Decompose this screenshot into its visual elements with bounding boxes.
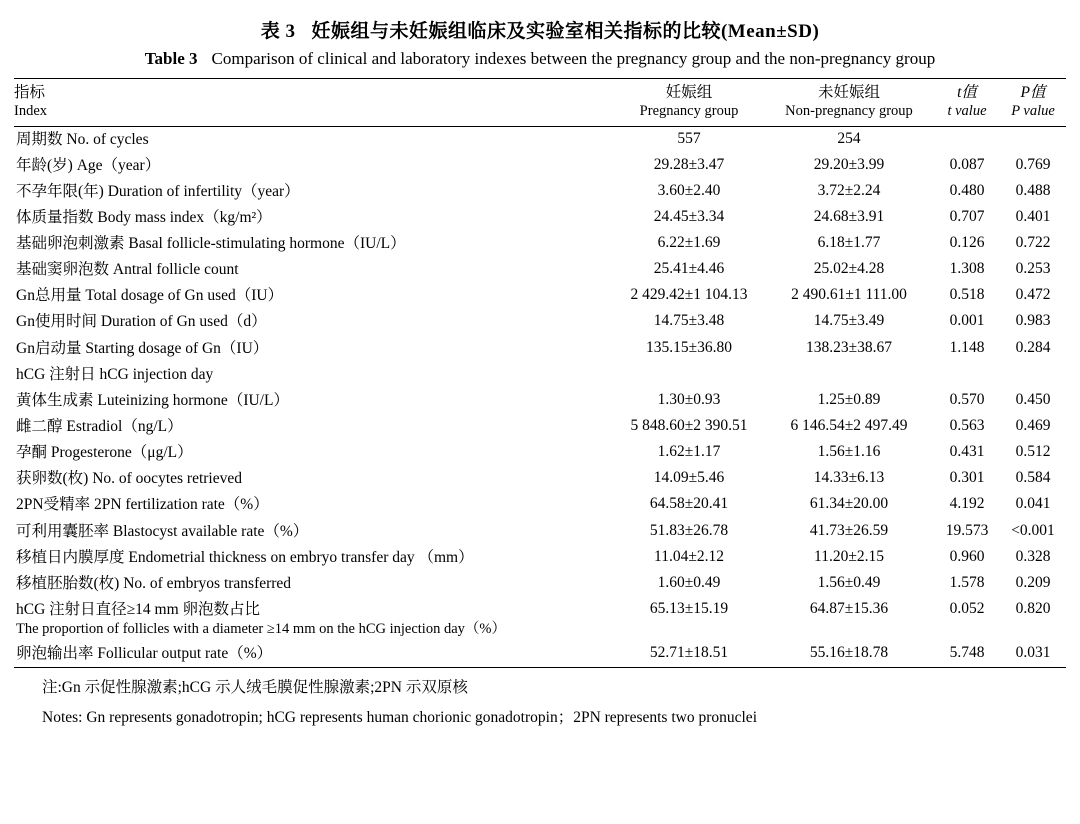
header-p-cn: P值 [1020,84,1046,101]
row-label-cn: hCG 注射日直径≥14 mm 卵泡数占比 [16,601,261,619]
table-row [14,388,1066,414]
row-label-cn: 年龄(岁) [16,156,73,174]
cell-pregnancy [614,362,764,388]
cell-p-value: 0.450 [1015,390,1051,408]
table-title-en [14,49,1066,69]
table-row [14,492,1066,518]
table-number-cn: 表 3 [260,21,296,42]
row-label-cn: 体质量指数 [16,208,94,226]
cell-pregnancy: 3.60±2.40 [657,181,721,199]
cell-pregnancy: 135.15±36.80 [645,338,732,356]
cell-pregnancy: 14.75±3.48 [653,312,725,330]
row-label [14,545,614,571]
cell-p-value: 0.472 [1015,286,1051,304]
cell-p-value: 0.041 [1015,495,1051,513]
cell-t-value: 0.480 [949,181,985,199]
row-label-cn: 孕酮 [16,444,48,462]
cell-nonpregnancy: 11.20±2.15 [814,547,884,565]
row-label-cn: 雌二醇 [16,418,63,436]
cell-t-value: 0.431 [949,443,985,461]
cell-p-value: <0.001 [1011,521,1055,539]
cell-p-value: 0.031 [1015,644,1051,662]
header-pregnancy-cn: 妊娠组 [665,84,713,101]
cell-nonpregnancy: 25.02±4.28 [813,260,885,278]
row-label-en: Blastocyst available rate（%） [109,522,309,540]
table-row [14,466,1066,492]
cell-t-value: 0.301 [949,469,985,487]
notes-en: Notes: Gn represents gonadotropin; hCG represents human chorionic gonadotropin；2PN represents two pronuclei [42,709,757,727]
header-index-cn: 指标 [14,84,46,101]
row-label [14,440,614,466]
cell-pregnancy: 14.09±5.46 [653,469,725,487]
cell-p-value: 0.328 [1015,547,1051,565]
table-title-cn [14,16,1066,43]
cell-t-value: 0.001 [949,312,985,330]
row-label-cn: hCG 注射日 [16,365,96,383]
cell-pregnancy: 1.30±0.93 [657,390,721,408]
row-label-en: Estradiol（ng/L） [62,418,183,436]
row-label [14,597,614,641]
cell-pregnancy: 64.58±20.41 [649,495,729,513]
row-label [14,388,614,414]
cell-pregnancy: 29.28±3.47 [653,155,725,173]
cell-pregnancy: 5 848.60±2 390.51 [630,417,748,435]
row-label-en: hCG injection day [95,365,214,383]
cell-pregnancy: 6.22±1.69 [657,234,721,252]
cell-p-value: 0.209 [1015,573,1051,591]
table-row [14,126,1066,153]
row-label-en: Basal follicle-stimulating hormone（IU/L） [124,235,406,253]
row-label-en: Duration of Gn used（d） [96,313,267,331]
row-label-cn: 可利用囊胚率 [16,522,110,540]
row-label-en: Follicular output rate（%） [93,645,273,663]
row-label-cn: 不孕年限(年) [16,182,104,200]
row-label [14,641,614,667]
cell-t-value: 19.573 [945,521,989,539]
cell-nonpregnancy: 3.72±2.24 [817,181,881,199]
row-label [14,179,614,205]
cell-t-value: 0.707 [949,207,985,225]
row-label [14,153,614,179]
comparison-table [14,78,1066,667]
cell-nonpregnancy: 41.73±26.59 [809,521,889,539]
cell-pregnancy: 25.41±4.46 [653,260,725,278]
cell-t-value: 0.570 [949,390,985,408]
row-label-cn: Gn使用时间 [16,313,97,331]
cell-t-value: 0.563 [949,417,985,435]
header-p-en: P value [1011,103,1055,120]
cell-p-value: 0.769 [1015,155,1051,173]
row-label [14,492,614,518]
cell-t-value: 1.578 [949,573,985,591]
table-row [14,179,1066,205]
cell-p-value: 0.983 [1015,312,1051,330]
cell-pregnancy: 1.60±0.49 [657,573,721,591]
cell-pregnancy: 1.62±1.17 [657,443,721,461]
row-label-en: The proportion of follicles with a diameter ≥14 mm on the hCG injection day（%） [16,621,506,638]
cell-p-value: 0.284 [1015,338,1051,356]
cell-t-value: 4.192 [949,495,985,513]
cell-t-value: 1.148 [949,338,985,356]
cell-p-value: 0.512 [1015,443,1051,461]
cell-t-value: 0.052 [949,600,985,618]
row-label-en: No. of oocytes retrieved [88,470,242,488]
row-label [14,283,614,309]
header-nonpregnancy-group [764,79,934,127]
row-label-en: No. of cycles [62,130,149,148]
row-label-en: Antral follicle count [109,261,239,279]
row-label [14,257,614,283]
cell-nonpregnancy: 138.23±38.67 [805,338,892,356]
table-row [14,231,1066,257]
row-label-en: Duration of infertility（year） [103,182,300,200]
cell-t-value: 0.518 [949,286,985,304]
table-row [14,205,1066,231]
cell-nonpregnancy: 55.16±18.78 [809,644,889,662]
cell-p-value [1000,362,1066,388]
table-row [14,414,1066,440]
table-title-en-text: Comparison of clinical and laboratory indexes between the pregnancy group and the non-pregnancy group [211,49,936,68]
table-body [14,126,1066,667]
cell-nonpregnancy: 14.33±6.13 [813,469,885,487]
cell-p-value: 0.488 [1015,181,1051,199]
cell-nonpregnancy: 1.56±0.49 [817,573,881,591]
table-head [14,79,1066,127]
row-label-cn: Gn总用量 [16,287,82,305]
cell-nonpregnancy: 1.56±1.16 [817,443,881,461]
header-t-value [934,79,1000,127]
cell-p-value: 0.469 [1015,417,1051,435]
cell-pregnancy: 24.45±3.34 [653,207,725,225]
row-label-en: No. of embryos transferred [119,574,292,592]
cell-pregnancy: 11.04±2.12 [654,547,724,565]
cell-nonpregnancy: 2 490.61±1 111.00 [791,286,907,304]
row-label-en: Starting dosage of Gn（IU） [81,339,269,357]
table-row [14,597,1066,641]
row-label-en: Body mass index（kg/m²） [93,208,272,226]
table-row [14,309,1066,335]
row-label-cn: 获卵数(枚) [16,470,89,488]
table-row [14,641,1066,667]
cell-t-value: 0.960 [949,547,985,565]
cell-pregnancy: 52.71±18.51 [649,644,729,662]
row-label-en: Progesterone（μg/L） [47,444,193,462]
header-nonpregnancy-en: Non-pregnancy group [785,103,913,120]
header-t-en: t value [947,103,987,120]
row-label-cn: 移植日内膜厚度 [16,548,125,566]
header-t-cn: t值 [957,84,977,101]
cell-pregnancy: 2 429.42±1 104.13 [630,286,748,304]
cell-p-value: 0.401 [1015,207,1051,225]
cell-nonpregnancy [764,362,934,388]
row-label [14,362,614,388]
row-label [14,571,614,597]
cell-pregnancy: 557 [677,129,701,147]
table-row [14,571,1066,597]
cell-nonpregnancy: 64.87±15.36 [809,600,889,618]
table-number-en: Table 3 [144,49,198,68]
cell-t-value: 5.748 [949,644,985,662]
cell-p-value: 0.253 [1015,260,1051,278]
cell-pregnancy: 51.83±26.78 [649,521,729,539]
table-row [14,362,1066,388]
table-row [14,257,1066,283]
cell-nonpregnancy: 61.34±20.00 [809,495,889,513]
row-label-cn: 周期数 [16,130,63,148]
table-row [14,519,1066,545]
header-p-value [1000,79,1066,127]
cell-nonpregnancy: 24.68±3.91 [813,207,885,225]
cell-p-value [1000,126,1066,153]
cell-nonpregnancy: 29.20±3.99 [813,155,885,173]
table-title-cn-text: 妊娠组与未妊娠组临床及实验室相关指标的比较(Mean±SD) [311,21,820,42]
cell-t-value: 0.087 [949,155,985,173]
cell-t-value: 1.308 [949,260,985,278]
row-label [14,309,614,335]
row-label-en: Luteinizing hormone（IU/L） [93,391,289,409]
table-row [14,336,1066,362]
cell-nonpregnancy: 6.18±1.77 [817,234,881,252]
row-label-cn: 2PN受精率 [16,496,91,514]
table-row [14,153,1066,179]
cell-nonpregnancy: 1.25±0.89 [817,390,881,408]
row-label [14,205,614,231]
row-label-en: Age（year） [72,156,161,174]
row-label-cn: Gn启动量 [16,339,82,357]
cell-nonpregnancy: 6 146.54±2 497.49 [790,417,908,435]
row-label-cn: 卵泡输出率 [16,645,94,663]
header-index [14,79,614,127]
row-label-en: 2PN fertilization rate（%） [90,496,269,514]
header-row [14,79,1066,127]
cell-p-value: 0.722 [1015,234,1051,252]
cell-p-value: 0.820 [1015,600,1051,618]
row-label-cn: 黄体生成素 [16,391,94,409]
table-row [14,440,1066,466]
cell-t-value [934,362,1000,388]
cell-nonpregnancy: 254 [837,129,861,147]
row-label [14,414,614,440]
row-label-en: Endometrial thickness on embryo transfer day （mm） [124,548,474,566]
row-label [14,466,614,492]
row-label-cn: 移植胚胎数(枚) [16,574,120,592]
cell-nonpregnancy: 14.75±3.49 [813,312,885,330]
row-label-cn: 基础窦卵泡数 [16,261,110,279]
table-row [14,283,1066,309]
row-label-en: Total dosage of Gn used（IU） [81,287,284,305]
cell-pregnancy: 65.13±15.19 [649,600,729,618]
notes-cn: 注:Gn 示促性腺激素;hCG 示人绒毛膜促性腺激素;2PN 示双原核 [42,679,468,697]
header-pregnancy-en: Pregnancy group [639,103,739,120]
cell-t-value: 0.126 [949,234,985,252]
table-row [14,545,1066,571]
row-label [14,336,614,362]
row-label [14,519,614,545]
cell-p-value: 0.584 [1015,469,1051,487]
header-index-en: Index [14,103,48,120]
row-label [14,231,614,257]
header-pregnancy-group [614,79,764,127]
header-nonpregnancy-cn: 未妊娠组 [817,84,880,101]
row-label-cn: 基础卵泡刺激素 [16,235,125,253]
cell-t-value [934,126,1000,153]
row-label [14,126,614,153]
